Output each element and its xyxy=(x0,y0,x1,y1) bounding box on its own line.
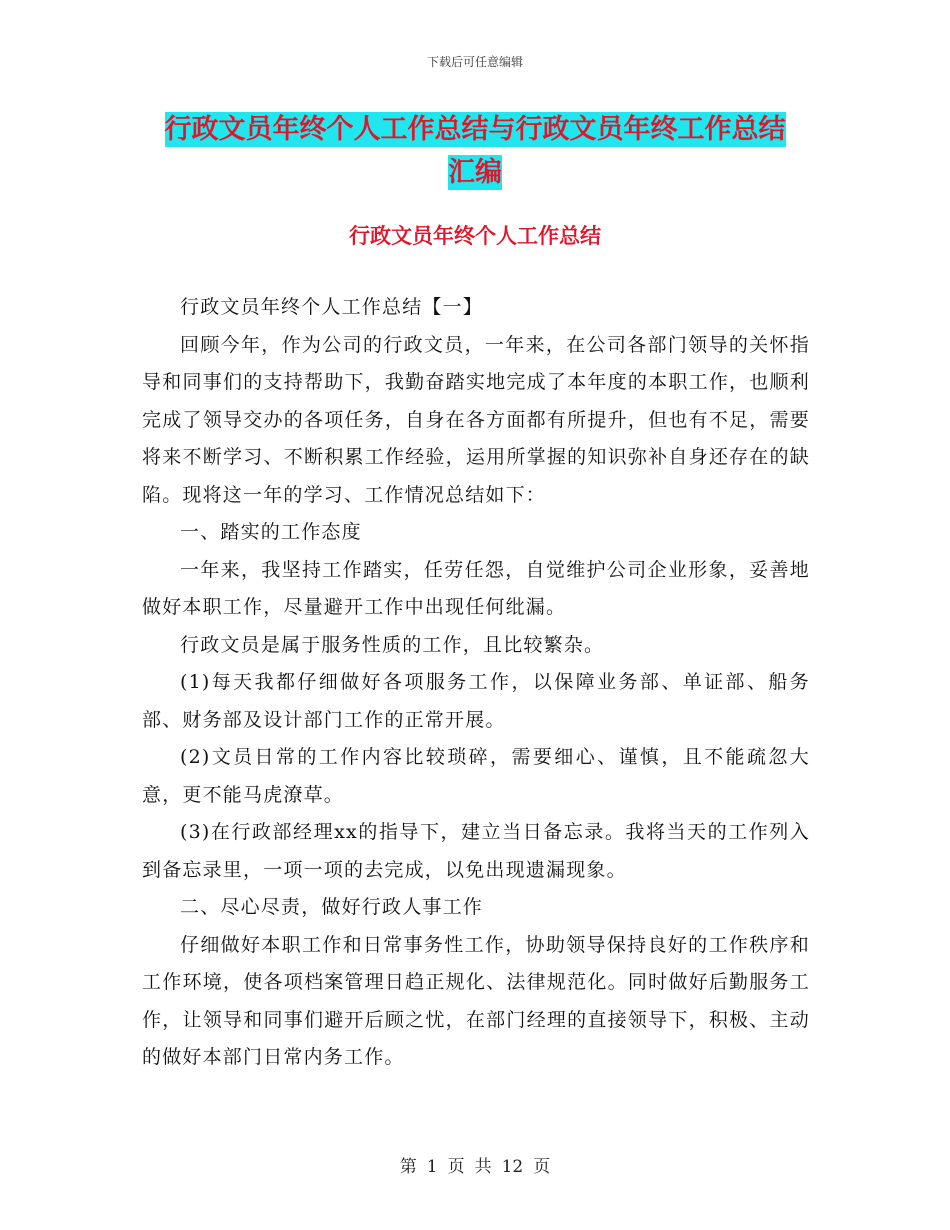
footer-prefix: 第 xyxy=(399,1157,417,1177)
footer-total-pages: 12 xyxy=(501,1157,524,1177)
paragraph-review: 回顾今年，作为公司的行政文员，一年来，在公司各部门领导的关怀指导和同事们的支持帮助下，我勤奋踏实地完成了本年度的本职工作，也顺利完成了领导交办的各项任务，自身在各方面都有所提升，但也有不足，需要将来不断学习、不断积累工作经验，运用所掌握的知识弥补自身还存在的缺陷。现将这一年的学习、工作情况总结如下： xyxy=(142,333,810,506)
paragraph-attitude: 一年来，我坚持工作踏实，任劳任怨，自觉维护公司企业形象，妥善地做好本职工作，尽量避开工作中出现任何纰漏。 xyxy=(142,558,810,618)
document-title-text-2: 汇编 xyxy=(448,157,502,188)
section-title: 行政文员年终个人工作总结 xyxy=(349,224,601,248)
page-footer xyxy=(0,1152,950,1177)
paragraph-section-2-heading: 二、尽心尽责，做好行政人事工作 xyxy=(180,896,484,918)
paragraph-service-nature: 行政文员是属于服务性质的工作，且比较繁杂。 xyxy=(180,633,605,656)
document-body xyxy=(142,289,810,1077)
footer-page-number: 1 xyxy=(426,1157,438,1177)
document-title-text-1: 行政文员年终个人工作总结与行政文员年终工作总结 xyxy=(164,114,786,145)
footer-total-prefix: 共 xyxy=(474,1157,492,1177)
paragraph-heading-one: 行政文员年终个人工作总结【一】 xyxy=(180,296,484,318)
paragraph-duties: 仔细做好本职工作和日常事务性工作，协助领导保持良好的工作秩序和工作环境，使各项档案管理日趋正规化、法律规范化。同时做好后勤服务工作，让领导和同事们避开后顾之忧，在部门经理的直接领导下，积极、主动的做好本部门日常内务工作。 xyxy=(142,933,810,1068)
paragraph-section-1-heading: 一、踏实的工作态度 xyxy=(180,521,362,543)
footer-total-unit: 页 xyxy=(533,1157,551,1177)
paragraph-item-2: (2)文员日常的工作内容比较琐碎，需要细心、谨慎，且不能疏忽大意，更不能马虎潦草。 xyxy=(142,746,810,806)
header-note: 下载后可任意编辑 xyxy=(426,55,523,69)
paragraph-item-3: (3)在行政部经理xx的指导下，建立当日备忘录。我将当天的工作列入到备忘录里，一项一项的去完成，以免出现遗漏现象。 xyxy=(142,821,810,881)
document-title-line-2 xyxy=(140,151,810,195)
document-title-line-1 xyxy=(140,108,810,152)
footer-page-unit: 页 xyxy=(447,1157,465,1177)
paragraph-item-1: (1)每天我都仔细做好各项服务工作，以保障业务部、单证部、船务部、财务部及设计部门工作的正常开展。 xyxy=(142,671,810,731)
